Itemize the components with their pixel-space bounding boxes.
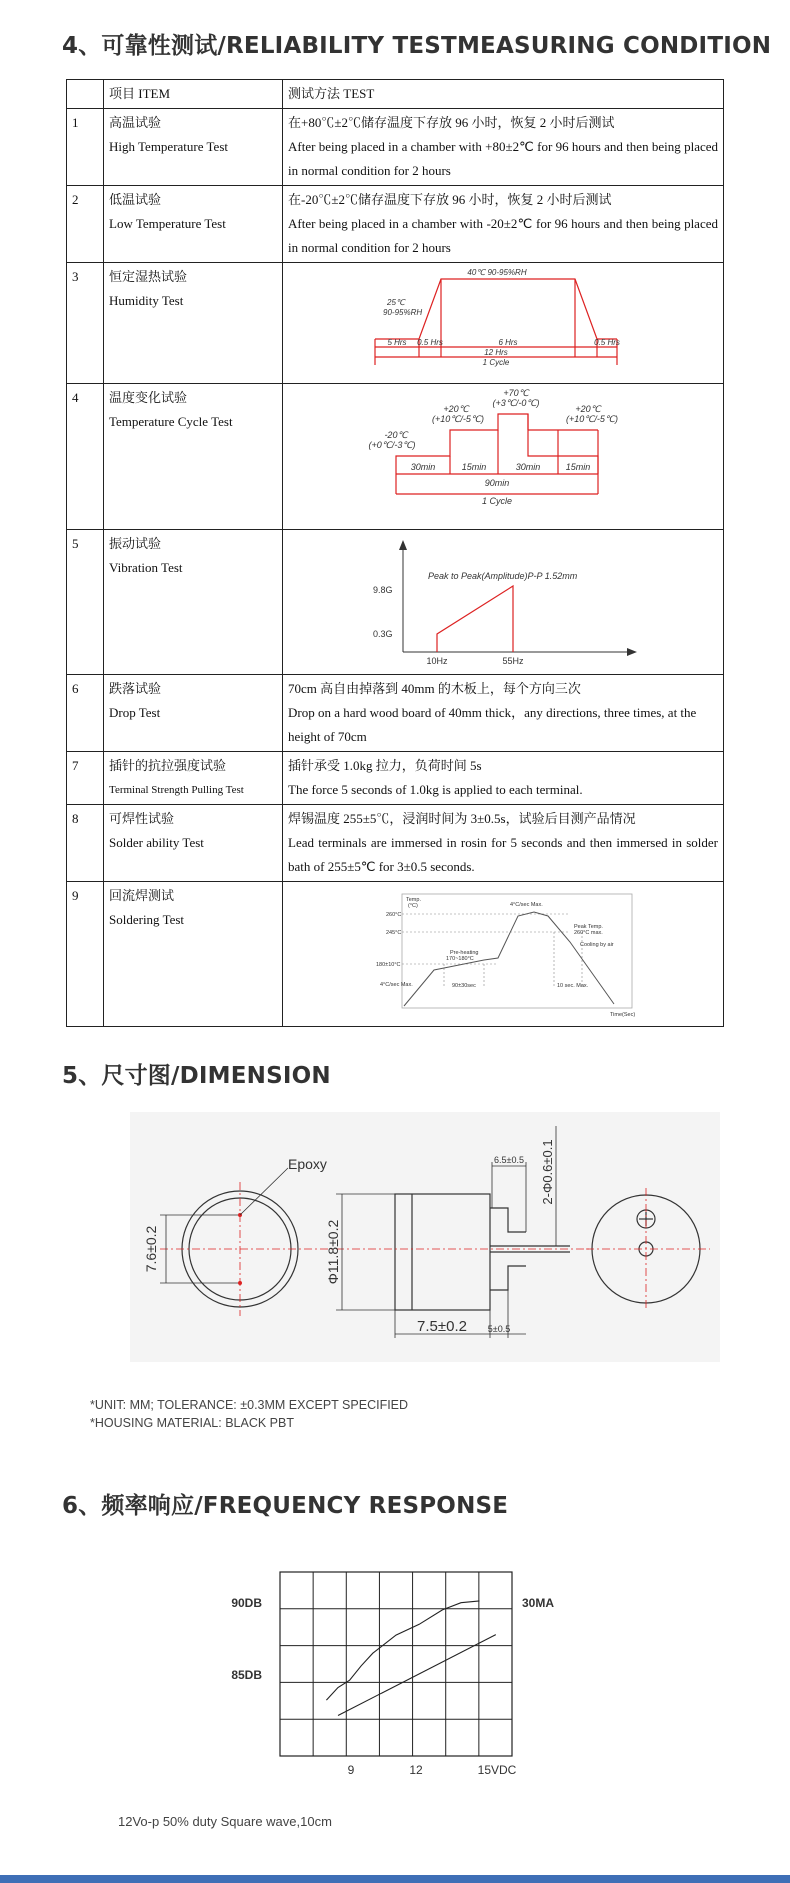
soldering-diagram	[358, 884, 648, 1021]
item-cell	[104, 384, 283, 530]
x-tick-9: 9	[347, 1763, 355, 1777]
item-en: Soldering Test	[109, 912, 185, 927]
y-label-90db: 90DB	[231, 1596, 262, 1610]
method-en: Lead terminals are immersed in rosin for 5 seconds and then immersed in solder bath of 255±5℃ for 3±0.5 seconds.	[288, 835, 718, 874]
row-number: 2	[67, 186, 104, 263]
table-row	[67, 109, 724, 186]
tc-low-tol: (+0℃/-3℃)	[368, 440, 416, 450]
header-method: 测试方法 TEST	[283, 80, 724, 109]
hum-total: 12 Hrs	[484, 348, 508, 357]
sol-rate2: 4°C/sec Max.	[510, 902, 543, 908]
table-row	[67, 384, 724, 530]
housing-note: *HOUSING MATERIAL: BLACK PBT	[90, 1416, 294, 1430]
chart-grid	[280, 1572, 512, 1756]
method-cell	[283, 186, 724, 263]
method-en: After being placed in a chamber with -20±2℃ for 96 hours and then being placed in normal condition for 2 hours	[288, 216, 718, 255]
hum-d3: 6 Hrs	[498, 338, 518, 347]
dim-pin-diameter: 2-Φ0.6±0.1	[540, 1139, 555, 1205]
sol-peak: Peak Temp.	[574, 924, 603, 930]
soldering-diagram-cell	[283, 882, 724, 1027]
item-cn: 可焊性试验	[109, 811, 175, 826]
row-number: 6	[67, 675, 104, 752]
section-title-reliability: 4、可靠性测试/RELIABILITY TESTMEASURING CONDITION	[62, 33, 772, 59]
item-cell	[104, 675, 283, 752]
sol-t1: 260°C	[386, 912, 402, 918]
chart-frame	[280, 1572, 512, 1756]
tc-total: 90min	[484, 478, 510, 488]
dim-height: 7.5±0.2	[417, 1318, 467, 1335]
item-en: Low Temperature Test	[109, 216, 226, 231]
item-cn: 插针的抗拉强度试验	[109, 758, 227, 773]
item-cn: 高温试验	[109, 115, 162, 130]
hum-d4: 0.5 Hrs	[594, 338, 620, 347]
tempcycle-diagram-cell	[283, 384, 724, 530]
sol-t3: 180±10°C	[376, 962, 401, 968]
header-item: 项目 ITEM	[104, 80, 283, 109]
section-title-frequency: 6、频率响应/FREQUENCY RESPONSE	[62, 1493, 509, 1519]
table-row	[67, 805, 724, 882]
table-row	[67, 882, 724, 1027]
row-number: 9	[67, 882, 104, 1027]
tc-mid-tol: (+10℃/-5℃)	[432, 414, 484, 424]
tc-high-tol: (+3℃/-0℃)	[492, 398, 540, 408]
item-cell	[104, 186, 283, 263]
item-cn: 恒定湿热试验	[109, 269, 188, 284]
item-cell	[104, 109, 283, 186]
tc-mid2-tol: (+10℃/-5℃)	[566, 414, 618, 424]
x-tick-12: 12	[409, 1763, 423, 1777]
table-row	[67, 530, 724, 675]
item-cn: 振动试验	[109, 536, 162, 551]
vib-y-low: 0.3G	[373, 629, 393, 639]
row-number: 5	[67, 530, 104, 675]
hum-top-label: 40℃ 90-95%RH	[467, 268, 527, 277]
hum-d1: 5 Hrs	[387, 338, 407, 347]
vibration-diagram	[353, 532, 653, 666]
dimension-drawing	[130, 1112, 720, 1362]
dim-inner-diameter: 7.6±0.2	[143, 1225, 159, 1273]
vib-label: Peak to Peak(Amplitude)P-P 1.52mm	[428, 571, 578, 581]
method-cn: 在+80℃±2℃储存温度下存放 96 小时，恢复 2 小时后测试	[288, 115, 615, 130]
sol-preheat: Pre-heating	[450, 950, 479, 956]
item-en: Temperature Cycle Test	[109, 414, 233, 429]
row-number: 4	[67, 384, 104, 530]
method-en: After being placed in a chamber with +80±2℃ for 96 hours and then being placed in normal condition for 2 hours	[288, 139, 718, 178]
row-number: 1	[67, 109, 104, 186]
tc-cycle: 1 Cycle	[481, 496, 513, 506]
table-row	[67, 263, 724, 384]
table-row	[67, 752, 724, 805]
sol-rate1: 4°C/sec Max.	[380, 982, 413, 988]
vib-x1: 10Hz	[426, 656, 448, 666]
method-en: Drop on a hard wood board of 40mm thick，any directions, three times, at the height of 70cm	[288, 705, 697, 744]
item-cn: 低温试验	[109, 192, 162, 207]
dim-outer-diameter: Φ11.8±0.2	[325, 1219, 341, 1285]
item-en: High Temperature Test	[109, 139, 228, 154]
sol-temp-unit: (°C)	[408, 903, 418, 909]
sol-d2: 10 sec. Max.	[557, 983, 589, 989]
hum-left-temp: 25℃	[387, 298, 405, 307]
tc-mid: +20℃	[443, 404, 469, 414]
row-number: 3	[67, 263, 104, 384]
tc-s3: 30min	[515, 462, 541, 472]
y-label-85db: 85DB	[231, 1668, 262, 1682]
chart-caption: 12Vo-p 50% duty Square wave,10cm	[118, 1814, 332, 1829]
method-cell	[283, 109, 724, 186]
row-number: 8	[67, 805, 104, 882]
humidity-diagram-cell	[283, 263, 724, 384]
item-en: Vibration Test	[109, 560, 183, 575]
item-cn: 跌落试验	[109, 681, 162, 696]
item-en: Solder ability Test	[109, 835, 204, 850]
header-no-cell	[67, 80, 104, 109]
item-cn: 温度变化试验	[109, 390, 188, 405]
item-cell	[104, 263, 283, 384]
sol-peak-val: 260°C max.	[574, 930, 603, 936]
vibration-diagram-cell	[283, 530, 724, 675]
method-cell	[283, 675, 724, 752]
method-cn: 插针承受 1.0kg 拉力，负荷时间 5s	[288, 758, 482, 773]
tc-mid2: +20℃	[575, 404, 601, 414]
tc-low: -20℃	[384, 430, 408, 440]
dim-pin-spacing: 6.5±0.5	[494, 1155, 524, 1165]
item-cell	[104, 752, 283, 805]
table-row	[67, 186, 724, 263]
row-number: 7	[67, 752, 104, 805]
method-en: The force 5 seconds of 1.0kg is applied to each terminal.	[288, 782, 583, 797]
section-title-dimension: 5、尺寸图/DIMENSION	[62, 1063, 331, 1089]
item-cell	[104, 882, 283, 1027]
temp-cycle-diagram	[348, 386, 658, 522]
dim-pin-length: 5±0.5	[487, 1324, 511, 1334]
item-en: Humidity Test	[109, 293, 184, 308]
table-header-row	[67, 80, 724, 109]
epoxy-label: Epoxy	[288, 1156, 327, 1172]
item-en: Drop Test	[109, 705, 161, 720]
method-cn: 70cm 高自由掉落到 40mm 的木板上，每个方向三次	[288, 681, 581, 696]
series-line-spl	[326, 1601, 479, 1700]
sol-d1: 90±30sec	[452, 983, 476, 989]
method-cell	[283, 752, 724, 805]
method-cell	[283, 805, 724, 882]
unit-note: *UNIT: MM; TOLERANCE: ±0.3MM EXCEPT SPECIFIED	[90, 1398, 409, 1412]
y-label-30ma: 30MA	[522, 1596, 555, 1610]
frequency-response-chart	[210, 1550, 570, 1800]
sol-time: Time(Sec)	[610, 1012, 636, 1018]
tc-s2: 15min	[461, 462, 487, 472]
series-line-current	[338, 1635, 496, 1716]
x-tick-15: 15VDC	[477, 1763, 517, 1777]
bottom-bar	[0, 1875, 790, 1883]
tc-s1: 30min	[410, 462, 436, 472]
item-cell	[104, 805, 283, 882]
method-cn: 在-20℃±2℃储存温度下存放 96 小时，恢复 2 小时后测试	[288, 192, 612, 207]
humidity-diagram	[353, 265, 653, 375]
item-cn: 回流焊测试	[109, 888, 175, 903]
item-en: Terminal Strength Pulling Test	[109, 784, 244, 796]
item-cell	[104, 530, 283, 675]
hum-d2: 0.5 Hrs	[417, 338, 443, 347]
hum-left-rh: 90-95%RH	[383, 308, 423, 317]
table-row	[67, 675, 724, 752]
vib-y-high: 9.8G	[373, 585, 393, 595]
sol-preheat-range: 170~180°C	[446, 956, 474, 962]
sol-temp: Temp.	[406, 897, 421, 903]
sol-t2: 245°C	[386, 930, 402, 936]
reliability-table	[66, 79, 724, 1027]
sol-cooling: Cooling by air	[580, 942, 614, 948]
tc-s4: 15min	[565, 462, 591, 472]
tc-high: +70℃	[503, 388, 529, 398]
vib-x2: 55Hz	[502, 656, 524, 666]
method-cn: 焊锡温度 255±5℃，浸润时间为 3±0.5s，试验后目测产品情况	[288, 811, 636, 826]
hum-cycle: 1 Cycle	[482, 358, 510, 367]
